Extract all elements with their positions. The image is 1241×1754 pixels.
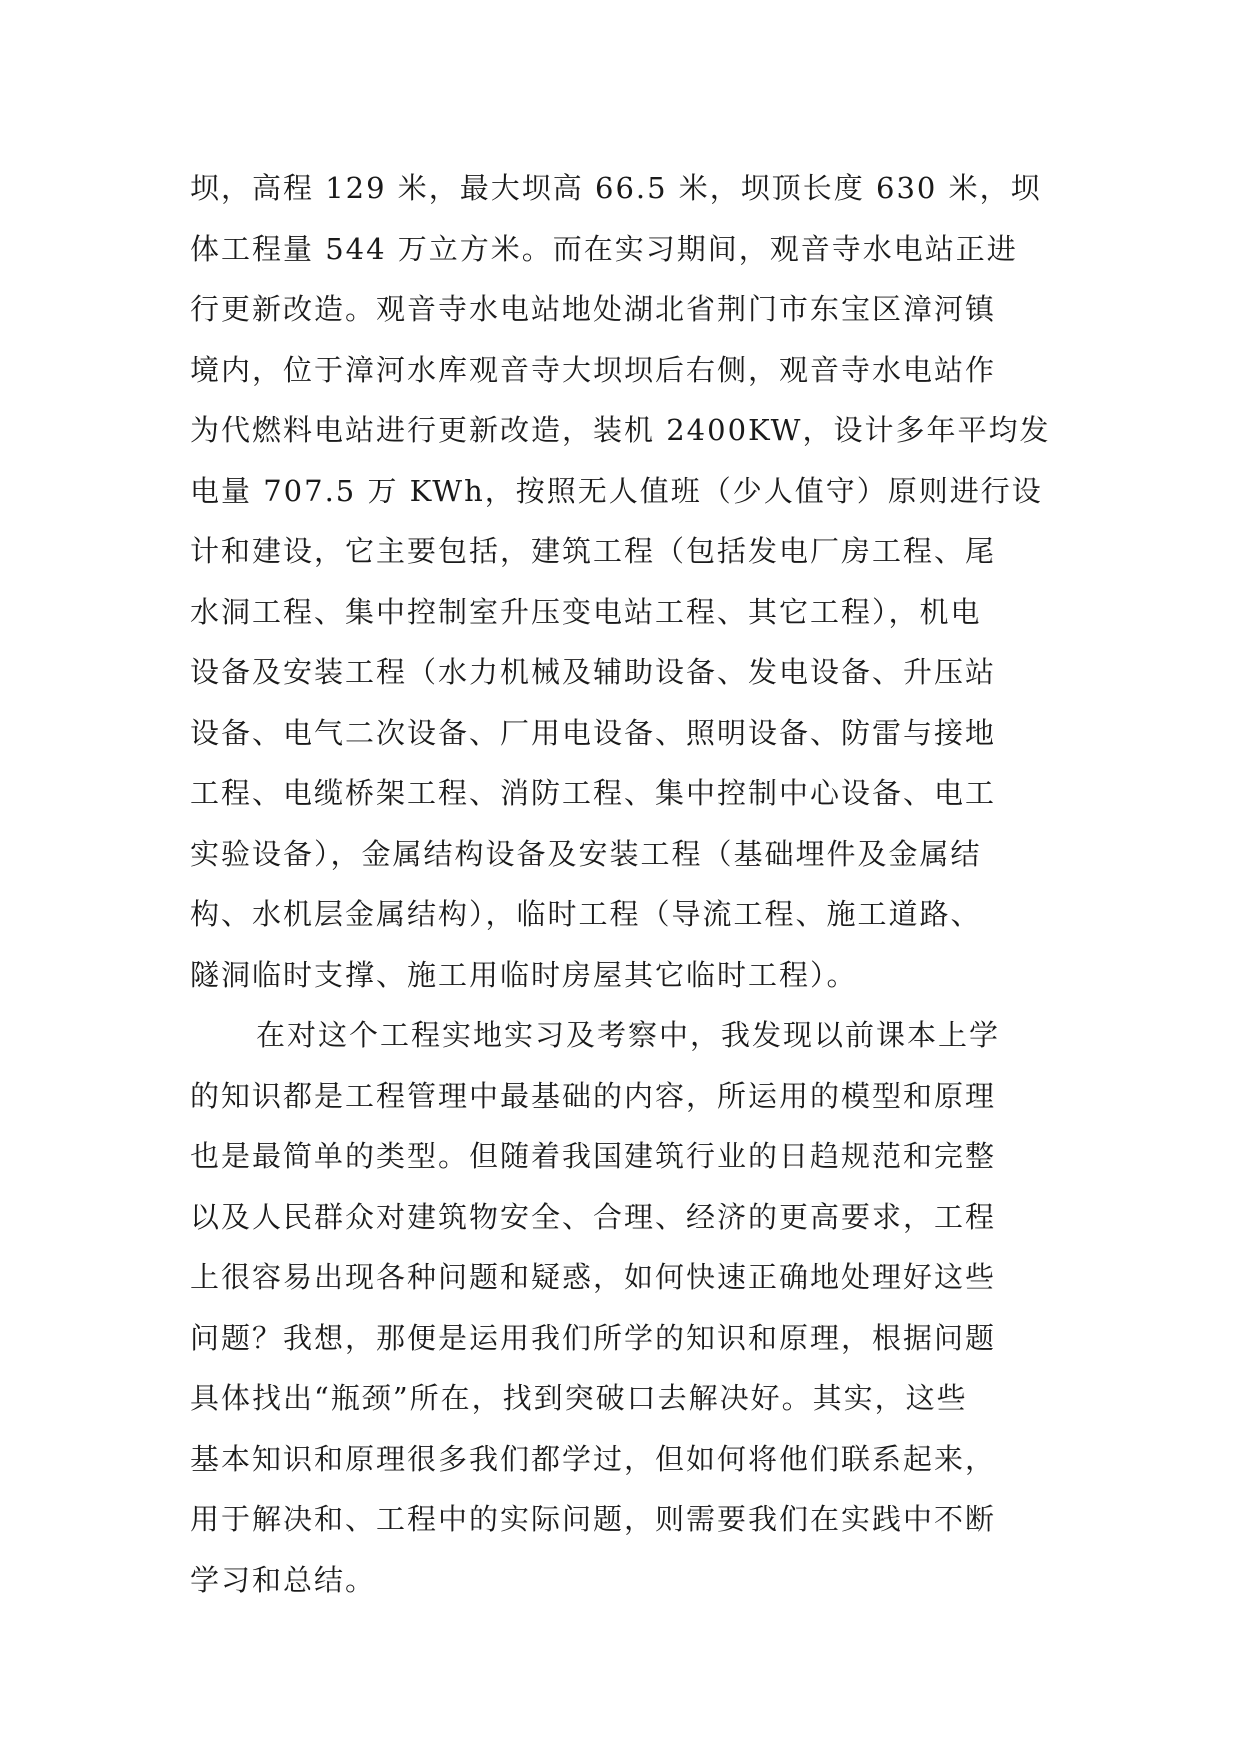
text-line: 问题？我想，那便是运用我们所学的知识和原理，根据问题 bbox=[190, 1320, 997, 1355]
text-line: 电量 707.5 万 KWh，按照无人值班（少人值守）原则进行设 bbox=[190, 473, 1043, 508]
text-line: 以及人民群众对建筑物安全、合理、经济的更高要求，工程 bbox=[190, 1199, 997, 1234]
text-line: 构、水机层金属结构），临时工程（导流工程、施工道路、 bbox=[190, 897, 982, 931]
document-body bbox=[190, 158, 1070, 1610]
text-line: 具体找出“瓶颈”所在，找到突破口去解决好。其实，这些 bbox=[190, 1381, 968, 1415]
text-line: 也是最简单的类型。但随着我国建筑行业的日趋规范和完整 bbox=[190, 1139, 997, 1173]
text-line: 设备及安装工程（水力机械及辅助设备、发电设备、升压站 bbox=[190, 655, 997, 689]
paragraph-1 bbox=[190, 158, 1070, 1005]
text-line: 隧洞临时支撑、施工用临时房屋其它临时工程）。 bbox=[190, 957, 858, 992]
text-line: 上很容易出现各种问题和疑惑，如何快速正确地处理好这些 bbox=[190, 1260, 997, 1294]
text-line: 行更新改造。观音寺水电站地处湖北省荆门市东宝区漳河镇 bbox=[190, 292, 997, 326]
text-line: 用于解决和、工程中的实际问题，则需要我们在实践中不断 bbox=[190, 1502, 997, 1536]
text-line: 为代燃料电站进行更新改造，装机 2400KW，设计多年平均发 bbox=[190, 413, 1051, 447]
text-line: 水洞工程、集中控制室升压变电站工程、其它工程），机电 bbox=[190, 594, 982, 629]
text-line: 境内，位于漳河水库观音寺大坝坝后右侧，观音寺水电站作 bbox=[190, 352, 997, 387]
text-line: 计和建设，它主要包括，建筑工程（包括发电厂房工程、尾 bbox=[190, 534, 997, 568]
text-line: 在对这个工程实地实习及考察中，我发现以前课本上学 bbox=[256, 1018, 1001, 1052]
text-line: 基本知识和原理很多我们都学过，但如何将他们联系起来， bbox=[190, 1441, 997, 1476]
text-line: 设备、电气二次设备、厂用电设备、照明设备、防雷与接地 bbox=[190, 715, 997, 750]
paragraph-2 bbox=[190, 1005, 1070, 1610]
text-line: 体工程量 544 万立方米。而在实习期间，观音寺水电站正进 bbox=[190, 231, 1018, 266]
text-line: 坝，高程 129 米，最大坝高 66.5 米，坝顶长度 630 米，坝 bbox=[190, 171, 1042, 205]
text-line: 学习和总结。 bbox=[190, 1562, 377, 1597]
text-line: 实验设备），金属结构设备及安装工程（基础埋件及金属结 bbox=[190, 836, 982, 871]
text-line: 的知识都是工程管理中最基础的内容，所运用的模型和原理 bbox=[190, 1078, 997, 1113]
text-line: 工程、电缆桥架工程、消防工程、集中控制中心设备、电工 bbox=[190, 776, 997, 810]
